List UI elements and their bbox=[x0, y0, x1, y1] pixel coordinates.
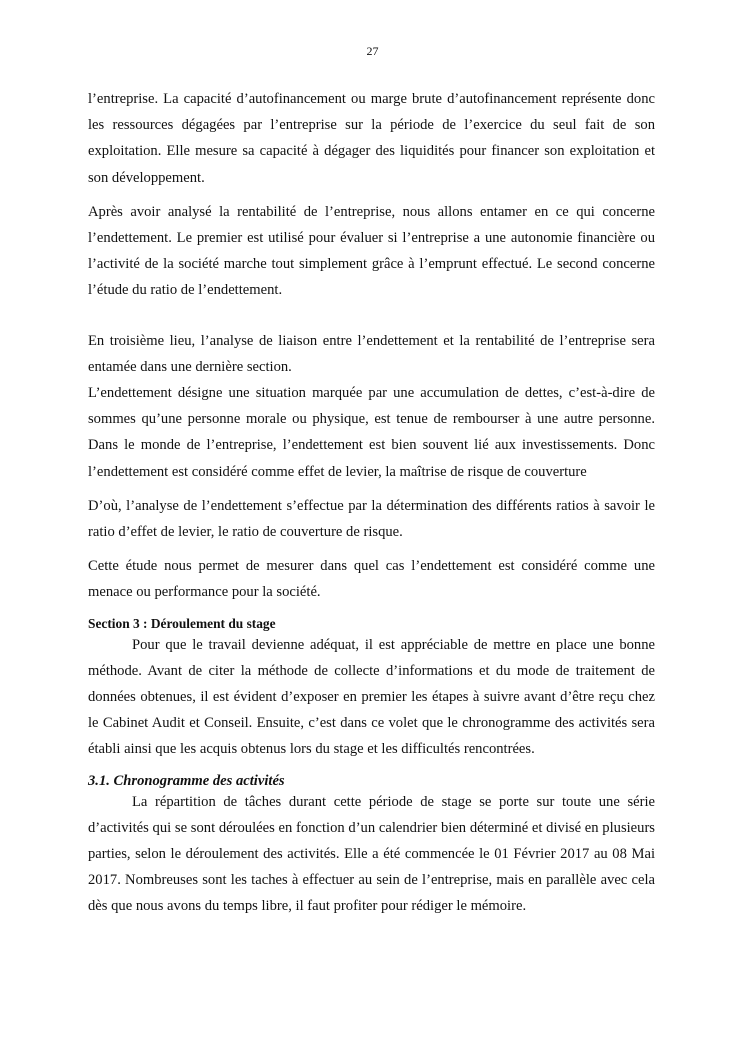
paragraph-analyse-ratios: D’où, l’analyse de l’endettement s’effectue par la détermination des différents ratios à savoir le ratio d’effet de levier, le ratio de couverture de risque. bbox=[88, 497, 655, 541]
paragraph-definition-endettement: L’endettement désigne une situation marquée par une accumulation de dettes, c’est-à-dire de sommes qu’une personne morale ou physique, est tenue de rembourser à une autre personne. Dans le monde de l’entreprise, l’endettement est bien souvent lié aux investissements. Donc l’endettement est considéré comme effet de levier, la maîtrise de risque de couverture bbox=[88, 385, 655, 480]
document-body bbox=[88, 86, 655, 920]
paragraph-etude-menace: Cette étude nous permet de mesurer dans quel cas l’endettement est considéré comme une menace ou performance pour la société. bbox=[88, 558, 655, 601]
paragraph-troisieme-lieu: En troisième lieu, l’analyse de liaison entre l’endettement et la rentabilité de l’entreprise sera entamée dans une dernière section. bbox=[88, 332, 655, 375]
paragraph-autofinancement: l’entreprise. La capacité d’autofinancement ou marge brute d’autofinancement représente donc les ressources dégagées par l’entreprise sur la période de l’exercice du seul fait de son exploitation. Elle mesure sa capacité à dégager des liquidités pour financer son exploitation et son développement. bbox=[88, 91, 655, 186]
paragraph-endettement-intro: Après avoir analysé la rentabilité de l’entreprise, nous allons entamer en ce qui concerne l’endettement. Le premier est utilisé pour évaluer si l’entreprise a une autonomie financière ou l’activité de la société marche tout simplement grâce à l’emprunt effectué. Le second concerne l’étude du ratio de l’endettement. bbox=[88, 203, 655, 299]
section-3-heading: Section 3 : Déroulement du stage bbox=[88, 615, 276, 631]
page-number: 27 bbox=[366, 44, 379, 58]
section-3-body: Pour que le travail devienne adéquat, il est appréciable de mettre en place une bonne méthode. Avant de citer la méthode de collecte d’informations et du mode de traitement de données obtenues, il est évident d’exposer en premier les étapes à suivre avant d’être reçu chez le Cabinet Audit et Conseil. Ensuite, c’est dans ce volet que le chronogramme des activités sera établi ainsi que les acquis obtenus lors du stage et les difficultés rencontrées. bbox=[88, 636, 655, 758]
subsection-3-1-body: La répartition de tâches durant cette période de stage se porte sur toute une série d’activités qui se sont déroulées en fonction d’un calendrier bien déterminé et divisé en plusieurs parties, selon le déroulement des activités. Elle a été commencée le 01 Février 2017 au 08 Mai 2017. Nombreuses sont les taches à effectuer au sein de l’entreprise, mais en parallèle avec cela dès que nous avons du temps libre, il faut profiter pour rédiger le mémoire. bbox=[88, 793, 655, 915]
subsection-3-1-heading: 3.1. Chronogramme des activités bbox=[88, 772, 285, 789]
